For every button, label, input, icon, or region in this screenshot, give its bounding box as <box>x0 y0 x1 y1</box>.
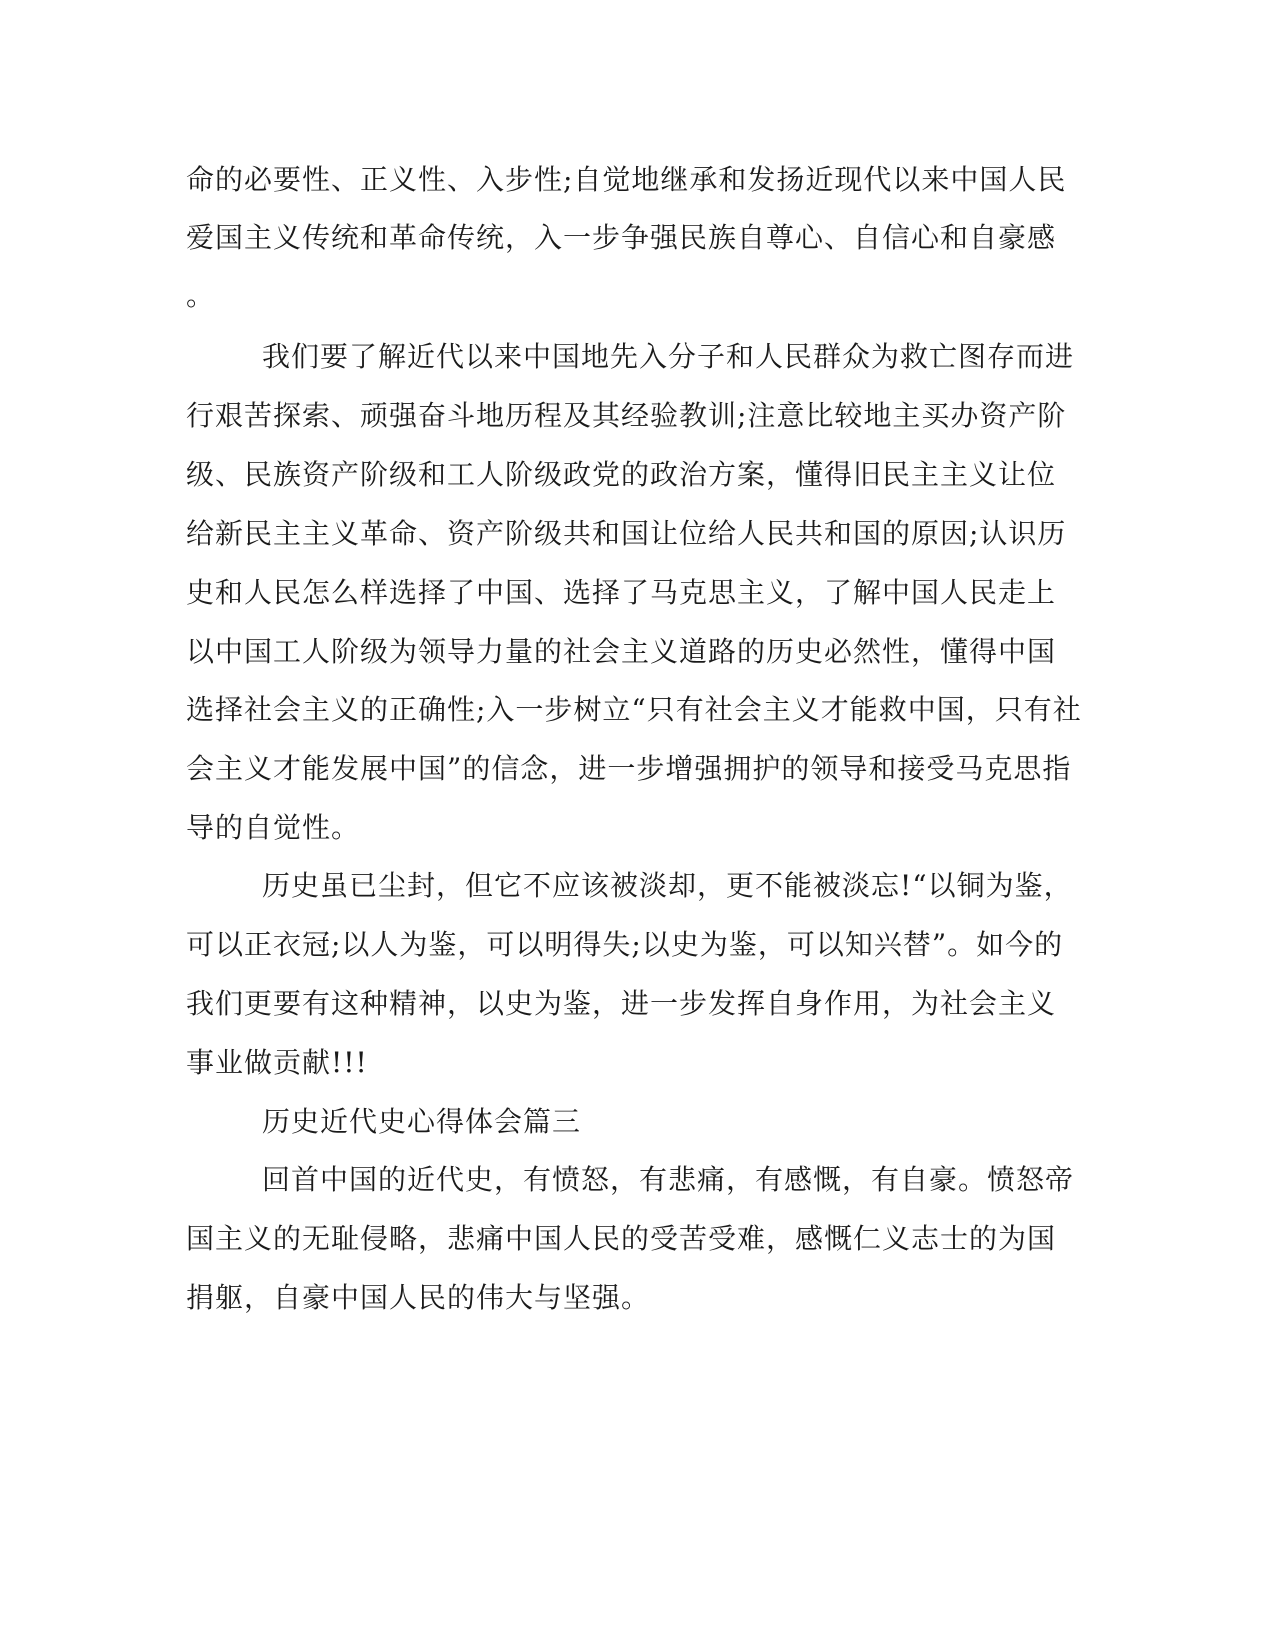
paragraph-2-line-6: 以中国工人阶级为领导力量的社会主义道路的历史必然性，懂得中国 <box>186 635 1057 668</box>
paragraph-2-line-1: 我们要了解近代以来中国地先入分子和人民群众为救亡图存而进 <box>262 340 1075 373</box>
paragraph-2-line-7: 选择社会主义的正确性;入一步树立“只有社会主义才能救中国，只有社 <box>186 693 1082 726</box>
paragraph-2-line-8: 会主义才能发展中国”的信念，进一步增强拥护的领导和接受马克思指 <box>186 752 1072 785</box>
paragraph-2-line-3: 级、民族资产阶级和工人阶级政党的政治方案，懂得旧民主主义让位 <box>186 458 1057 491</box>
paragraph-1-line-1: 命的必要性、正义性、入步性;自觉地继承和发扬近现代以来中国人民 <box>186 163 1067 196</box>
paragraph-2-line-9: 导的自觉性。 <box>186 811 361 844</box>
section-heading: 历史近代史心得体会篇三 <box>262 1105 582 1138</box>
paragraph-3-line-3: 我们更要有这种精神，以史为鉴，进一步发挥自身作用，为社会主义 <box>186 987 1057 1020</box>
paragraph-4-line-3: 捐躯，自豪中国人民的伟大与坚强。 <box>186 1281 651 1314</box>
paragraph-3-line-2: 可以正衣冠;以人为鉴，可以明得失;以史为鉴，可以知兴替”。如今的 <box>186 928 1064 961</box>
paragraph-3-line-1: 历史虽已尘封，但它不应该被淡却，更不能被淡忘!“以铜为鉴， <box>262 869 1073 902</box>
paragraph-4-line-2: 国主义的无耻侵略，悲痛中国人民的受苦受难，感慨仁义志士的为国 <box>186 1222 1057 1255</box>
paragraph-3-line-4: 事业做贡献!!! <box>186 1046 368 1079</box>
paragraph-2-line-4: 给新民主主义革命、资产阶级共和国让位给人民共和国的原因;认识历 <box>186 517 1067 550</box>
paragraph-4-line-1: 回首中国的近代史，有愤怒，有悲痛，有感慨，有自豪。愤怒帝 <box>262 1163 1075 1196</box>
paragraph-2-line-2: 行艰苦探索、顽强奋斗地历程及其经验教训;注意比较地主买办资产阶 <box>186 399 1067 432</box>
paragraph-1-line-3: 。 <box>186 279 216 312</box>
paragraph-1-line-2: 爱国主义传统和革命传统，入一步争强民族自尊心、自信心和自豪感 <box>186 221 1057 254</box>
paragraph-2-line-5: 史和人民怎么样选择了中国、选择了马克思主义，了解中国人民走上 <box>186 576 1057 609</box>
